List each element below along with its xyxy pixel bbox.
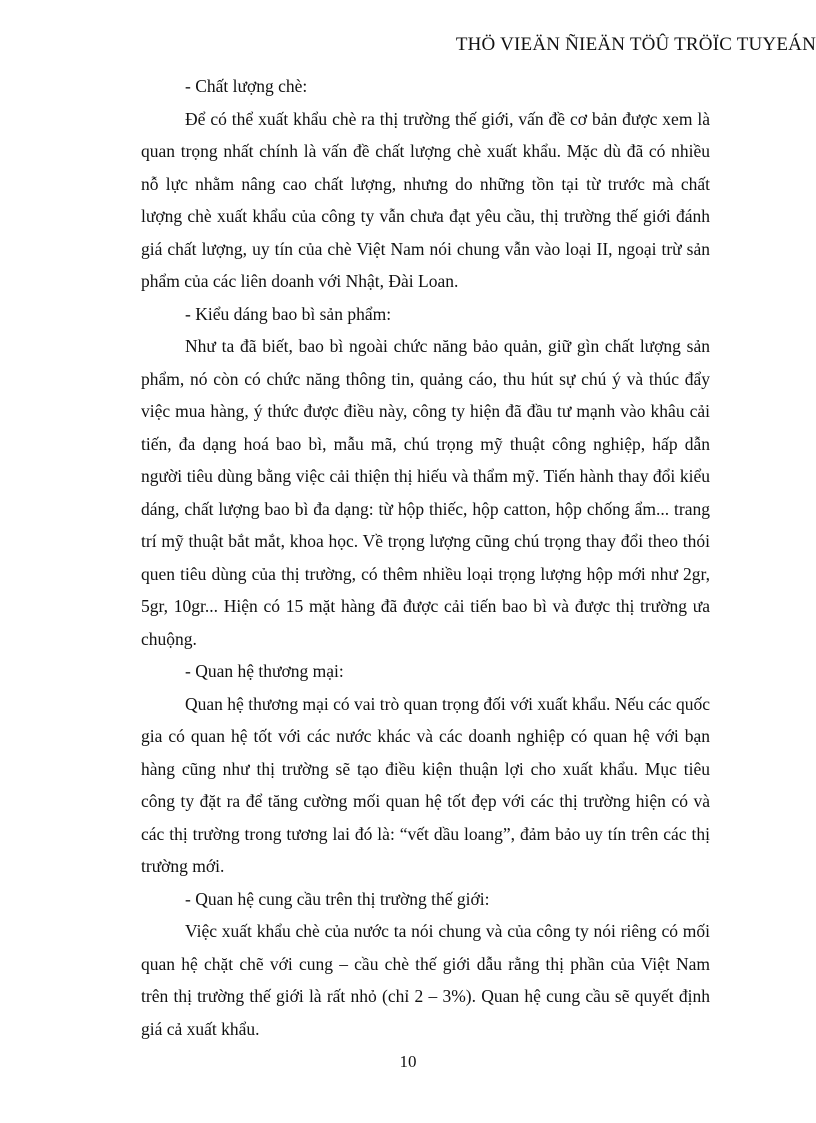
page-header: THÖ VIEÄN ÑIEÄN TÖÛ TRÖÏC TUYEÁN xyxy=(455,34,816,55)
section-heading-supply-demand: - Quan hệ cung cầu trên thị trường thế giới: xyxy=(185,888,490,909)
section-heading-packaging: - Kiểu dáng bao bì sản phẩm: xyxy=(185,303,392,324)
section-paragraph-packaging: Như ta đã biết, bao bì ngoài chức năng bảo quản, giữ gìn chất lượng sản phẩm, nó còn có chức năng thông tin, quảng cáo, thu hút sự chú ý và thúc đẩy việc mua hàng, ý thức được điều này, công ty hiện đã đầu tư mạnh vào khâu cải tiến, đa dạng hoá bao bì, mẫu mã, chú trọng mỹ thuật công nghiệp, hấp dẫn người tiêu dùng bằng việc cải thiện thị hiếu và thẩm mỹ. Tiến hành thay đổi kiểu dáng, chất lượng bao bì đa dạng: từ hộp thiếc, hộp catton, hộp chống ẩm... trang trí mỹ thuật bắt mắt, khoa học. Về trọng lượng cũng chú trọng thay đổi theo thói quen tiêu dùng của thị trường, có thêm nhiều loại trọng lượng hộp mới như 2gr, 5gr, 10gr... Hiện có 15 mặt hàng đã được cải tiến bao bì và được thị trường ưa chuộng. xyxy=(141,336,710,649)
section-heading-quality: - Chất lượng chè: xyxy=(185,76,308,96)
section-paragraph-supply-demand: Việc xuất khẩu chè của nước ta nói chung và của công ty nói riêng có mối quan hệ chặt chẽ với cung – cầu chè thế giới dẫu rằng thị phần của Việt Nam trên thị trường thế giới là rất nhỏ (chỉ 2 – 3%). Quan hệ cung cầu sẽ quyết định giá cả xuất khẩu. xyxy=(141,921,710,1039)
section-heading-trade-relations: - Quan hệ thương mại: xyxy=(185,661,344,681)
page-number: 10 xyxy=(399,1052,417,1071)
section-paragraph-trade-relations: Quan hệ thương mại có vai trò quan trọng đối với xuất khẩu. Nếu các quốc gia có quan hệ tốt với các nước khác và các doanh nghiệp có quan hệ với bạn hàng cũng như thị trường sẽ tạo điều kiện thuận lợi cho xuất khẩu. Mục tiêu công ty đặt ra để tăng cường mối quan hệ tốt đẹp với các thị trường hiện có và các thị trường trong tương lai đó là: “vết dầu loang”, đảm bảo uy tín trên các thị trường mới. xyxy=(141,693,710,876)
document-body xyxy=(141,70,710,1045)
section-paragraph-quality: Để có thể xuất khẩu chè ra thị trường thế giới, vấn đề cơ bản được xem là quan trọng nhất chính là vấn đề chất lượng chè xuất khẩu. Mặc dù đã có nhiều nỗ lực nhằm nâng cao chất lượng, nhưng do những tồn tại từ trước mà chất lượng chè xuất khẩu của công ty vẫn chưa đạt yêu cầu, thị trường thế giới đánh giá chất lượng, uy tín của chè Việt Nam nói chung vẫn vào loại II, ngoại trừ sản phẩm của các liên doanh với Nhật, Đài Loan. xyxy=(141,108,710,291)
